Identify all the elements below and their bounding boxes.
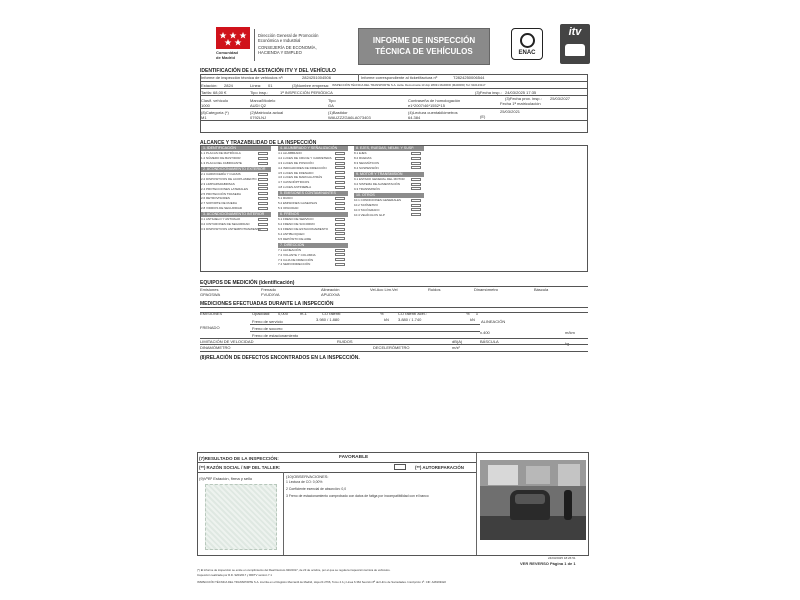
scope-check-box: [258, 223, 268, 226]
eq-alignment-label: Alineación: [321, 287, 340, 292]
eq-speed-label: Vel.Acc Lim.Vel: [370, 287, 398, 292]
scope-group-title: 10. OTROS: [354, 193, 424, 198]
emergency-brake-label: Freno de socorro: [252, 326, 283, 331]
stars-icon: [216, 27, 250, 49]
scope-check-box: [335, 263, 345, 266]
gov-line-3: CONSEJERÍA DE ECONOMÍA,: [258, 45, 317, 50]
plate-value: 0792LNJ: [250, 115, 267, 120]
braking-label: FRENADO: [200, 325, 220, 330]
fuel-label: (E): [480, 114, 486, 119]
scope-check-box: [335, 207, 345, 210]
scope-group-title: 4. ALUMBRADO Y SEÑALIZACIÓN: [278, 146, 348, 151]
scope-check-box: [335, 237, 345, 240]
scope-check-box: [335, 197, 345, 200]
scope-item: 4.4 INDICADORES DE DIRECCIÓN: [278, 165, 327, 170]
scope-item: 10.4 VEHÍCULOS GLP: [354, 212, 385, 217]
brand-label: Marca/Modelo: [250, 98, 276, 103]
scope-check-box: [335, 258, 345, 261]
scope-check-box: [411, 183, 421, 186]
scope-item: 2.8 VIDRIOS DE SEGURIDAD: [201, 206, 243, 210]
result-value: FAVORABLE: [339, 455, 369, 460]
regdate-value: 25/03/2021: [500, 109, 521, 114]
vehicle-photo: [480, 460, 586, 540]
scope-check-box: [411, 199, 421, 202]
scope-item: 4.7 CATADIÓPTRICOS: [278, 180, 310, 185]
noise-label: RUIDOS: [337, 339, 353, 344]
scope-item: 6.5 DEPÓSITO DE AIRE: [278, 236, 312, 241]
kind-label: Tipo: [328, 98, 336, 103]
lambda-label: λ: [476, 311, 478, 316]
scope-group-title: 2. ACONDICIONAMIENTO EXTERIOR: [201, 167, 271, 172]
defects-heading: (8)RELACIÓN DE DEFECTOS ENCONTRADOS EN LA INSPECCIÓN.: [200, 355, 360, 361]
eq-scale-label: Báscula: [534, 287, 549, 292]
brand-value: AUDI Q2: [250, 103, 267, 108]
org-name-line1: Comunidad: [216, 50, 238, 55]
noise-unit: dB(A): [452, 339, 463, 344]
scope-item: 7.1 ALINEACIÓN: [278, 248, 302, 252]
scope-item: 3.3 DISPOSITIVOS ANTIEMPOTRAMIENTO: [201, 227, 262, 231]
scope-item: 9.3 TRANSMISIÓN: [354, 186, 380, 191]
enac-logo: [511, 28, 543, 60]
scope-check-box: [335, 249, 345, 252]
scope-check-box: [335, 223, 345, 226]
scope-check-box: [258, 187, 268, 190]
scope-check-box: [258, 178, 268, 181]
scope-check-box: [258, 207, 268, 210]
eq-braking-value: FVUDXVA: [261, 292, 280, 297]
eq-emissions-value: GPAGSWA: [200, 292, 221, 297]
company-label: (3)Nombre empresa:: [292, 83, 329, 88]
km-value: 64.384: [408, 115, 421, 120]
scope-item: 4.6 LUCES DE MARCHA ATRÁS: [278, 175, 323, 180]
scope-item: 7.4 SERVODIRECCIÓN: [278, 262, 311, 267]
scope-check-box: [258, 157, 268, 160]
report-title-line2: TÉCNICA DE VEHÍCULOS: [375, 47, 473, 56]
scope-check-box: [411, 162, 421, 165]
scope-check-box: [335, 253, 345, 256]
station-value: 2824: [224, 83, 233, 88]
scope-item: 6.2 FRENO DE SOCORRO: [278, 222, 315, 227]
service-brake-label: Freno de servicio: [252, 319, 283, 324]
scope-item: 6.1 FRENO DE SERVICIO: [278, 217, 314, 222]
scope-item: 10.2 TAXÍMETRO: [354, 203, 378, 207]
scope-item: 6.3 FRENO DE ESTACIONAMIENTO: [278, 227, 329, 231]
measurements-heading: MEDICIONES EFECTUADAS DURANTE LA INSPECCIÓN: [200, 301, 334, 307]
scope-check-box: [258, 152, 268, 155]
parking-brake-unit: kN: [470, 317, 475, 322]
scope-check-box: [335, 181, 345, 184]
opacity-unit: m-1: [300, 311, 307, 316]
alignment-label: ALINEACIÓN: [481, 319, 506, 324]
scope-item: 5.3 OPACIDAD: [278, 206, 299, 210]
report-no: 2824251004506: [302, 75, 331, 80]
service-brake-unit: kN: [384, 317, 389, 322]
scope-item: 5.2 EMISIONES GASEOSAS: [278, 201, 318, 206]
next-date: 25/03/2027: [550, 96, 571, 101]
insp-date: 24/03/2025 17:35: [505, 90, 537, 95]
report-title-box: [358, 28, 490, 65]
result-label: (7)RESULTADO DE LA INSPECCIÓN:: [199, 456, 279, 461]
itv-logo: [560, 24, 590, 64]
scope-check-box: [411, 204, 421, 207]
see-reverse: VER REVERSO Página 1 de 1: [520, 561, 576, 566]
scope-group-title: 1. IDENTIFICACIÓN: [201, 146, 271, 151]
homolog-label: Contraseña de homologación: [408, 98, 461, 103]
note-3: 3 Freno de estacionamiento comprobado con datos de fatiga por incompatibilidad con el banco: [286, 494, 429, 498]
station-stamp: [205, 484, 277, 550]
note-1: 1 Lectura de CO: 0,00%: [286, 480, 323, 484]
scope-item: 2.7 SOPORTE DE RUEDA: [201, 201, 237, 206]
type-label: Tipo insp.:: [250, 90, 269, 95]
plate-label: (2)Matrícula actual: [250, 110, 284, 115]
scope-item: 4.5 LUCES DE FRENADO: [278, 170, 314, 175]
vin-value: WAUZZZGA6LA073403: [328, 115, 371, 120]
scope-item: 1.3 PLACA DEL FABRICANTE: [201, 161, 242, 165]
decel-label: DECELERÓMETRO: [373, 345, 410, 350]
footer-line-1: (*) El informe de inspección se emite en cumplimiento del Real Decreto 920/2017, de 23 de octubre, por el que se regula la inspección técnica de vehículos.: [197, 568, 391, 572]
co-label: CO ralentí:: [322, 311, 342, 316]
scale-label: BÁSCULA: [480, 339, 499, 344]
vin-label: (1)Bastidor: [328, 110, 348, 115]
scope-check-box: [335, 176, 345, 179]
parking-brake-values: 3.880 / 1.740: [398, 317, 422, 322]
scope-group-title: 7. DIRECCIÓN: [278, 243, 348, 248]
scope-item: 3.1 ANTIHIELO Y ANTIVAHO: [201, 217, 241, 222]
regdate-label: Fecha 1ª matriculación: [500, 101, 541, 106]
scope-check-box: [335, 218, 345, 221]
opacity-label: Opacidad:: [252, 311, 271, 316]
scope-check-box: [258, 173, 268, 176]
report-no-label: Informe de inspección técnica de vehículos nº:: [201, 75, 284, 80]
scope-group-title: 5. EMISIONES CONTAMINANTES: [278, 191, 348, 196]
price-label: Tarifa: 68,00 €: [201, 90, 227, 95]
co-accel-unit: %: [466, 311, 470, 316]
scope-check-box: [258, 228, 268, 231]
scope-item: 1.2 NÚMERO DE BASTIDOR: [201, 156, 241, 161]
scale-unit: kg: [565, 341, 570, 346]
org-name-line2: de Madrid: [216, 55, 235, 60]
scope-check-box: [335, 166, 345, 169]
scope-check-box: [258, 162, 268, 165]
co-unit: %: [380, 311, 384, 316]
scope-check-box: [335, 202, 345, 205]
kind-value: GA: [328, 103, 334, 108]
enac-text: ENAC: [518, 50, 536, 56]
madrid-flag-logo: [216, 27, 250, 49]
scope-item: 8.4 SUSPENSIÓN: [354, 165, 379, 170]
scope-item: 2.5 PROTECCIÓN TRASERA: [201, 191, 241, 196]
scope-check-box: [258, 183, 268, 186]
decel-unit: m/s²: [452, 345, 460, 350]
next-date-label: (3)Fecha prox. insp.:: [505, 96, 542, 101]
identification-heading: IDENTIFICACIÓN DE LA ESTACIÓN ITV Y DEL VEHÍCULO: [200, 68, 336, 74]
footer-line-2: Inspección realizada por R.D. 920/2017 y RRITV versión 7.1: [197, 573, 272, 577]
scope-item: 4.3 LUCES DE POSICIÓN: [278, 161, 314, 165]
scope-item: 6.4 ANTIBLOQUEO: [278, 231, 305, 236]
scope-check-box: [411, 178, 421, 181]
photo-caption: 24/03/2025 18:26:51: [548, 556, 576, 560]
scope-group-title: 3. ACONDICIONAMIENTO INTERIOR: [201, 212, 271, 217]
scope-heading: ALCANCE Y TRAZABILIDAD DE LA INSPECCIÓN: [200, 140, 317, 146]
dyno-label: DINAMÓMETRO: [200, 345, 231, 350]
scope-item: 5.1 RUIDO: [278, 196, 293, 201]
car-icon: [565, 44, 585, 56]
scope-check-box: [411, 157, 421, 160]
self-repair-label: (**) AUTOREPARACIÓN: [415, 465, 464, 470]
scope-check-box: [335, 162, 345, 165]
scope-check-box: [411, 152, 421, 155]
eq-noise-label: Ruidos: [428, 287, 441, 292]
scope-item: 2.4 PROTECCIONES LATERALES: [201, 186, 248, 191]
homolog-value: e1*2007/46*1552*15: [408, 103, 445, 108]
cat-label: (8)Categoría (*): [201, 110, 229, 115]
scope-group-title: 6. FRENOS: [278, 212, 348, 217]
scope-item: 8.1 EJES: [354, 151, 367, 156]
line-value: 01: [268, 83, 273, 88]
scope-check-box: [335, 232, 345, 235]
scope-check-box: [258, 197, 268, 200]
alignment-value: x.400: [480, 330, 490, 335]
eq-alignment-value: APUDXVA: [321, 292, 340, 297]
km-label: (4)Lectura cuentakilómetros: [408, 110, 458, 115]
scope-item: 10.1 CONDICIONES GENERALES: [354, 198, 402, 203]
scope-item: 9.2 SISTEMA DE ALIMENTACIÓN: [354, 182, 400, 186]
scope-item: 7.2 VOLANTE Y COLUMNA: [278, 252, 316, 257]
scope-item: 4.2 LUCES DE CRUCE Y CARRETERA: [278, 156, 332, 161]
eq-dyno-label: Dinamómetro: [474, 287, 499, 292]
opacity-value: 0,000: [278, 311, 289, 316]
scope-group-title: 8. EJES, RUEDAS, NEUM. Y SUSP.: [354, 146, 424, 151]
station-label: Estación:: [201, 83, 218, 88]
scope-item: 8.3 NEUMÁTICOS: [354, 161, 380, 165]
ticket-no: T2824250006544: [453, 75, 485, 80]
eq-braking-label: Frenado: [261, 287, 276, 292]
scope-check-box: [258, 192, 268, 195]
scope-item: 8.2 RUEDAS: [354, 156, 372, 161]
scope-check-box: [258, 218, 268, 221]
scope-check-box: [411, 208, 421, 211]
scope-check-box: [411, 187, 421, 190]
alignment-unit: m/km: [565, 330, 575, 335]
scope-check-box: [335, 228, 345, 231]
itv-text: itv: [568, 26, 582, 38]
scope-item: 4.8 LUCES ANTINIEBLA: [278, 185, 312, 189]
ticket-label: Informe correspondiente al ticket/factura nº: [361, 75, 438, 80]
scope-item: 2.3 LIMPIAPARABRISAS: [201, 182, 235, 186]
note-2: 2 Coeficiente esencial de absorción: 0,0: [286, 487, 347, 491]
gov-line-2: Económica e Industrial: [258, 38, 301, 43]
scope-check-box: [411, 213, 421, 216]
scope-item: 4.1 ALUMBRADO: [278, 151, 302, 156]
insp-date-label: (3)Fecha insp.:: [475, 90, 502, 95]
speed-limit-label: LIMITACIÓN DE VELOCIDAD: [200, 339, 254, 344]
type-value: 1ª INSPECCIÓN PERIÓDICA: [280, 90, 333, 95]
emissions-label: EMISIONES: [200, 311, 223, 316]
class-value: 1000: [201, 103, 210, 108]
scope-item: 1.1 PLACAS DE MATRÍCULA: [201, 151, 241, 156]
notes-label: (10)OBSERVACIONES:: [286, 474, 329, 479]
class-label: Clasif. vehículo: [201, 98, 229, 103]
scope-item: 9.1 ESTADO GENERAL DEL MOTOR: [354, 177, 405, 182]
scope-item: 2.6 RETROVISORES: [201, 196, 230, 201]
equipment-heading: EQUIPOS DE MEDICIÓN (Identificación): [200, 280, 295, 286]
enac-icon: [520, 33, 535, 48]
scope-item: 3.2 CINTURONES DE SEGURIDAD: [201, 222, 250, 227]
scope-group-title: 9. MOTOR Y TRANSMISIÓN: [354, 172, 424, 177]
scope-check-box: [335, 186, 345, 189]
scope-check-box: [258, 202, 268, 205]
scope-item: 2.1 CARROCERÍA Y CHASIS: [201, 172, 241, 177]
gov-line-4: HACIENDA Y EMPLEO: [258, 50, 302, 55]
parking-brake-label: Freno de estacionamiento: [252, 333, 299, 338]
scope-item: 2.2 DISPOSITIVOS DE ACOPLAMIENTO: [201, 177, 257, 182]
scope-check-box: [335, 157, 345, 160]
scope-check-box: [335, 171, 345, 174]
scope-check-box: [411, 166, 421, 169]
gov-line-1: Dirección General de Promoción: [258, 33, 319, 38]
report-title-line1: INFORME DE INSPECCIÓN: [372, 36, 476, 45]
scope-item: 7.3 CAJA DE DIRECCIÓN: [278, 257, 314, 262]
eq-emissions-label: Emisiones: [200, 287, 219, 292]
scope-item: 10.3 TACÓGRAFO: [354, 207, 380, 212]
line-label: Línea:: [250, 83, 262, 88]
scope-check-box: [335, 152, 345, 155]
workshop-label: (**) RAZÓN SOCIAL / NIF DEL TALLER:: [199, 465, 281, 470]
company-value: INSPECCIÓN TÉCNICA DEL TRANSPORTE S.A. Avda. Democracia 13 dcp 28031 MADRID (MADRID) Tel: 910123117: [332, 83, 486, 87]
stamp-label: (9)VºBº Estación, firma y sello: [199, 476, 253, 481]
service-brake-values: 3.980 / 1.880: [316, 317, 340, 322]
co-accel-label: CO ralentí acel.:: [398, 311, 427, 316]
cat-value: M1: [201, 115, 207, 120]
footer-line-3: INSPECCIÓN TÉCNICA DEL TRANSPORTE S.A. inscrita en el Registro Mercantil de Madrid, Hoja 24 2766, Tomo 4 A y Linea 6.362 Sección 8ª del Libro de Sociedades. Inscripción 1ª. CIF: A28199422: [197, 580, 446, 584]
